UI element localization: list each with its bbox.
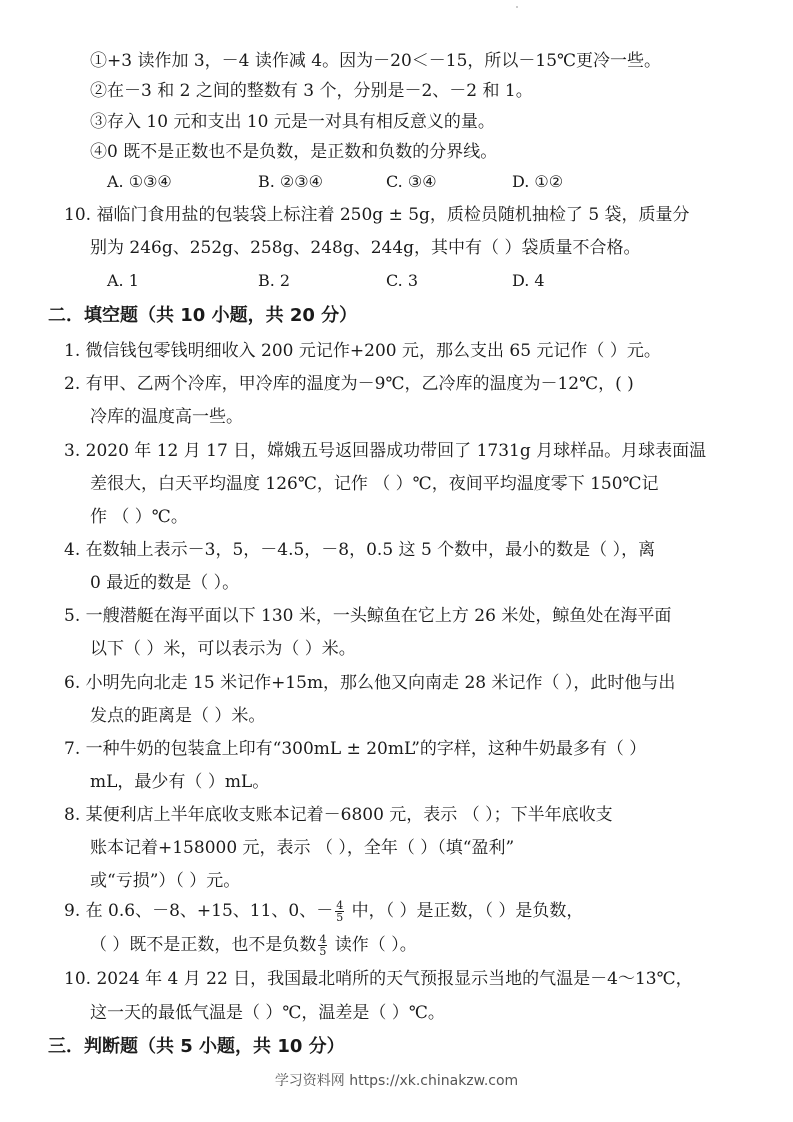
fill-8-line-2: 账本记着+158000 元，表示 （ ），全年（ ）（填“盈利” (90, 838, 515, 858)
q9-statement-3: ③存入 10 元和支出 10 元是一对具有相反意义的量。 (90, 112, 495, 132)
q9-option-c[interactable]: C. ③④ (386, 172, 437, 191)
section-3-title: 三．判断题（共 5 小题，共 10 分） (48, 1036, 345, 1057)
fill-10-line-1: 10. 2024 年 4 月 22 日，我国最北哨所的天气预报显示当地的气温是－4～13℃， (64, 969, 693, 989)
fill-4-line-2: 0 最近的数是（ ）。 (90, 573, 240, 593)
q9-statement-4: ④0 既不是正数也不是负数，是正数和负数的分界线。 (90, 142, 498, 162)
scan-speck (516, 6, 518, 8)
fill-7-line-2: mL，最少有（ ）mL。 (90, 772, 270, 792)
fraction-numerator: 4 (336, 899, 344, 912)
fraction-4-5-b (318, 934, 327, 957)
q10-line-1: 10. 福临门食用盐的包装袋上标注着 250g ± 5g，质检员随机抽检了 5 袋，质量分 (64, 205, 690, 225)
q10-option-d[interactable]: D. 4 (512, 271, 545, 290)
fill-5-line-2: 以下（ ）米，可以表示为（ ）米。 (90, 639, 356, 659)
fill-1-line-1: 1. 微信钱包零钱明细收入 200 元记作+200 元，那么支出 65 元记作（ ）元。 (64, 341, 661, 361)
fill-10-line-2: 这一天的最低气温是（ ）℃，温差是（ ）℃。 (90, 1003, 445, 1023)
q10-option-c[interactable]: C. 3 (386, 271, 419, 290)
q9-option-b[interactable]: B. ②③④ (258, 172, 323, 191)
fill-3-line-3: 作 （ ）℃。 (90, 507, 188, 527)
q9-option-a[interactable]: A. ①③④ (107, 172, 172, 191)
section-2-title: 二．填空题（共 10 小题，共 20 分） (48, 305, 358, 326)
fraction-4-5 (335, 900, 344, 923)
fill-7-line-1: 7. 一种牛奶的包装盒上印有“300mL ± 20mL”的字样，这种牛奶最多有（ ） (64, 739, 647, 759)
fill-5-line-1: 5. 一艘潜艇在海平面以下 130 米，一头鲸鱼在它上方 26 米处，鲸鱼处在海平面 (64, 606, 672, 626)
fill-4-line-1: 4. 在数轴上表示－3，5，－4.5，－8，0.5 这 5 个数中，最小的数是（ ），离 (64, 540, 656, 560)
fill-3-line-2: 差很大，白天平均温度 126℃，记作 （ ）℃，夜间平均温度零下 150℃记 (90, 474, 659, 494)
fill-9-line-1 (64, 900, 583, 923)
fill-9-line-2-pre: （ ）既不是正数，也不是负数 (90, 935, 317, 955)
fill-9-line-2 (90, 934, 417, 957)
fill-2-line-2: 冷库的温度高一些。 (90, 407, 243, 427)
fill-9-pre: 9. 在 0.6、－8、+15、11、0、－ (64, 901, 334, 921)
fill-8-line-1: 8. 某便利店上半年底收支账本记着－6800 元，表示 （ ）；下半年底收支 (64, 805, 613, 825)
page-footer: 学习资料网 https://xk.chinakzw.com (274, 1073, 519, 1089)
q10-line-2: 别为 246g、252g、258g、248g、244g，其中有（ ）袋质量不合格。 (90, 238, 641, 258)
fill-6-line-1: 6. 小明先向北走 15 米记作+15m，那么他又向南走 28 米记作（ ），此时他与出 (64, 673, 676, 693)
fill-2-line-1: 2. 有甲、乙两个冷库，甲冷库的温度为－9℃，乙冷库的温度为－12℃，( ) (64, 374, 634, 394)
fraction-numerator: 4 (319, 933, 327, 946)
fraction-denominator: 5 (319, 945, 327, 958)
q10-option-a[interactable]: A. 1 (107, 271, 139, 290)
q10-option-b[interactable]: B. 2 (258, 271, 291, 290)
fill-3-line-1: 3. 2020 年 12 月 17 日，嫦娥五号返回器成功带回了 1731g 月球样品。月球表面温 (64, 441, 707, 461)
q9-statement-2: ②在－3 和 2 之间的整数有 3 个，分别是－2、－2 和 1。 (90, 81, 533, 101)
fraction-denominator: 5 (336, 911, 344, 924)
fill-9-post: 中，（ ）是正数，（ ）是负数， (346, 901, 584, 921)
fill-9-line-2-post: 读作（ ）。 (329, 935, 417, 955)
fill-6-line-2: 发点的距离是（ ）米。 (90, 706, 266, 726)
fill-8-line-3: 或“亏损”）（ ）元。 (90, 871, 241, 891)
q9-statement-1: ①+3 读作加 3，－4 读作减 4。因为－20＜－15，所以－15℃更冷一些。 (90, 51, 662, 71)
q9-option-d[interactable]: D. ①② (512, 172, 564, 191)
